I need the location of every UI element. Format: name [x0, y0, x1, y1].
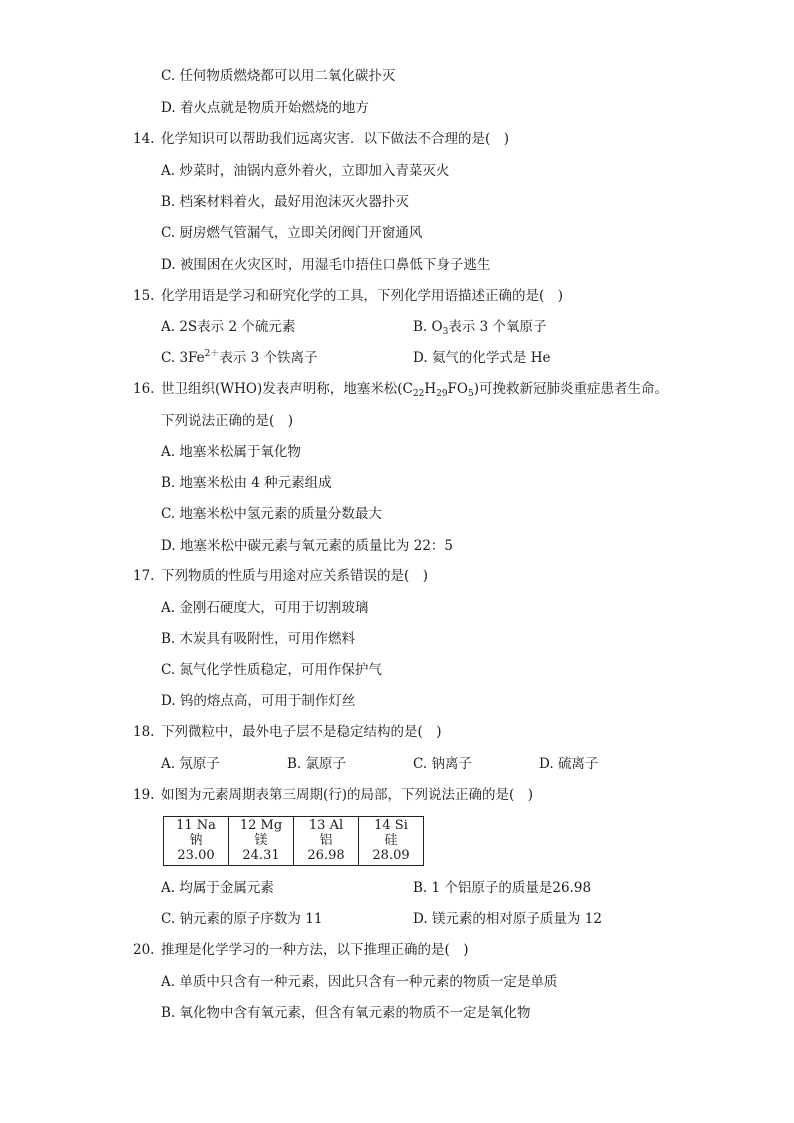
- q16-option-a: A. 地塞米松属于氧化物: [161, 444, 301, 460]
- q15-option-c: C. $3Fe^{2+}$表示 3 个铁离子: [161, 349, 318, 366]
- element-cell-mg: 12 Mg 镁 24.31: [229, 817, 294, 866]
- q19-option-b: B. 1 个铝原子的质量是26.98: [413, 880, 592, 896]
- q16-option-b: B. 地塞米松由 4 种元素组成: [161, 475, 332, 491]
- q19-option-d: D. 镁元素的相对原子质量为 12: [413, 911, 602, 927]
- element-cell-na: 11 Na 钠 23.00: [164, 817, 229, 866]
- q15-option-b: B. $O_3$表示 3 个氧原子: [413, 319, 547, 337]
- q19-stem: 如图为元素周期表第三周期(行)的局部，下列说法正确的是( ): [161, 787, 534, 803]
- q14-stem: 化学知识可以帮助我们远离灾害．以下做法不合理的是( ): [161, 131, 510, 147]
- q20-option-a: A. 单质中只含有一种元素，因此只含有一种元素的物质一定是单质: [161, 974, 558, 990]
- q16-stem: 世卫组织(WHO)发表声明称，地塞米松$(C_{22}H_{29}FO_5)$可挽救新冠肺炎重症患者生命。: [161, 381, 668, 399]
- element-cell-al: 13 Al 铝 26.98: [294, 817, 359, 866]
- q14-option-b: B. 档案材料着火，最好用泡沫灭火器扑灭: [161, 194, 410, 210]
- q18-option-c: C. 钠离子: [413, 756, 472, 772]
- q20-number: 20.: [133, 942, 155, 958]
- q15-option-d: D. 氦气的化学式是 He: [413, 350, 551, 366]
- q17-option-b: B. 木炭具有吸附性，可用作燃料: [161, 631, 356, 647]
- q18-stem: 下列微粒中，最外电子层不是稳定结构的是( ): [161, 724, 442, 740]
- q15-option-a: A. 2S表示 2 个硫元素: [161, 319, 296, 335]
- periodic-table-excerpt: [163, 816, 424, 866]
- q15-stem: 化学用语是学习和研究化学的工具，下列化学用语描述正确的是( ): [161, 288, 564, 304]
- q16-option-d: D. 地塞米松中碳元素与氧元素的质量比为 22：5: [161, 538, 453, 554]
- q14-option-d: D. 被围困在火灾区时，用湿毛巾捂住口鼻低下身子逃生: [161, 257, 491, 273]
- q17-option-d: D. 钨的熔点高，可用于制作灯丝: [161, 693, 356, 709]
- q19-option-a: A. 均属于金属元素: [161, 880, 274, 896]
- q17-option-a: A. 金刚石硬度大，可用于切割玻璃: [161, 600, 369, 616]
- element-cell-si: 14 Si 硅 28.09: [359, 817, 424, 866]
- q18-option-d: D. 硫离子: [539, 756, 599, 772]
- prev-option-d: D. 着火点就是物质开始燃烧的地方: [161, 100, 369, 116]
- q18-option-a: A. 氖原子: [161, 756, 220, 772]
- q17-stem: 下列物质的性质与用途对应关系错误的是( ): [161, 568, 429, 584]
- q14-option-c: C. 厨房燃气管漏气，立即关闭阀门开窗通风: [161, 225, 423, 241]
- q14-option-a: A. 炒菜时，油锅内意外着火，立即加入青菜灭火: [161, 163, 450, 179]
- q20-stem: 推理是化学学习的一种方法，以下推理正确的是( ): [161, 942, 469, 958]
- q19-number: 19.: [133, 787, 155, 803]
- q15-number: 15.: [133, 288, 155, 304]
- q19-option-c: C. 钠元素的原子序数为 11: [161, 911, 323, 927]
- q20-option-b: B. 氧化物中含有氧元素，但含有氧元素的物质不一定是氧化物: [161, 1005, 531, 1021]
- q16-number: 16.: [133, 381, 155, 397]
- q16-stem-line2: 下列说法正确的是( ): [161, 413, 294, 429]
- q14-number: 14.: [133, 131, 155, 147]
- prev-option-c: C. 任何物质燃烧都可以用二氧化碳扑灭: [161, 68, 396, 84]
- q17-number: 17.: [133, 568, 155, 584]
- q16-option-c: C. 地塞米松中氢元素的质量分数最大: [161, 506, 382, 522]
- q18-option-b: B. 氯原子: [287, 756, 347, 772]
- q17-option-c: C. 氮气化学性质稳定，可用作保护气: [161, 662, 382, 678]
- q18-number: 18.: [133, 724, 155, 740]
